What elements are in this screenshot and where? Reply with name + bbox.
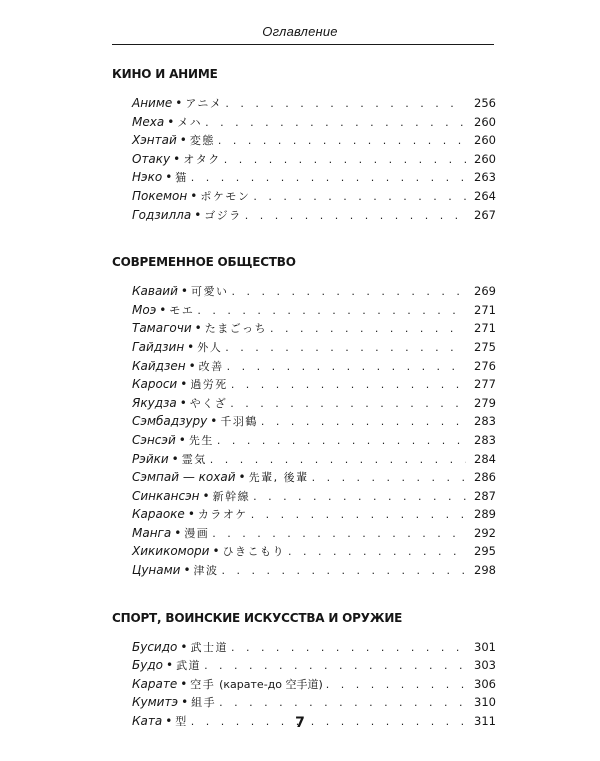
entry-japanese-title: 型 — [175, 715, 188, 729]
toc-entry[interactable]: Хикикомори • ひきこもり . . . 295 — [132, 542, 496, 561]
entry-japanese-title: 組手 — [191, 696, 217, 710]
entry-page-number: 271 — [474, 321, 496, 336]
entry-russian-title: Ката — [132, 714, 163, 729]
entry-list — [132, 94, 496, 224]
entry-japanese-title: 武士道 — [190, 640, 228, 654]
toc-entry[interactable]: Отаку • オタク . . . 260 — [132, 150, 496, 169]
entry-page-number: 279 — [474, 395, 496, 410]
dot-leader — [218, 132, 466, 151]
dot-leader — [205, 114, 466, 133]
entry-russian-title: Цунами — [132, 563, 181, 578]
entry-japanese-title: ゴジラ — [204, 208, 242, 222]
entry-japanese-title: 過労死 — [190, 378, 228, 392]
entry-japanese-title: 可愛い — [190, 285, 229, 299]
dot-leader — [253, 188, 466, 207]
entry-russian-title: Хикикомори — [132, 544, 210, 559]
entry-russian-title: Каваий — [132, 284, 178, 299]
entry-japanese-title: ひきこもり — [222, 545, 286, 559]
toc-entry[interactable]: Хэнтай • 変態 . . . 260 — [132, 131, 496, 150]
toc-entry[interactable]: Манга • 漫画 . . . 292 — [132, 524, 496, 543]
dot-leader — [231, 283, 466, 302]
dot-leader — [204, 657, 466, 676]
toc-section-cinema-anime — [112, 66, 496, 224]
entry-russian-title: Кайдзен — [132, 358, 186, 373]
dot-leader — [231, 376, 466, 395]
entry-page-number: 310 — [474, 695, 496, 710]
entry-page-number: 260 — [474, 133, 496, 148]
toc-entry[interactable]: Тамагочи • たまごっち . . . 271 — [132, 319, 496, 338]
entry-page-number: 283 — [474, 432, 496, 447]
entry-japanese-title: 霊気 — [181, 452, 207, 466]
dot-leader — [230, 395, 466, 414]
entry-japanese-title: 新幹線 — [212, 489, 251, 503]
entry-page-number: 298 — [474, 563, 496, 578]
dot-leader — [312, 469, 466, 488]
entry-page-number: 267 — [474, 207, 496, 222]
entry-russian-title: Будо — [132, 658, 163, 673]
entry-russian-title: Сэнсэй — [132, 432, 176, 447]
entry-russian-title: Отаку — [132, 151, 171, 166]
entry-japanese-title: 外人 — [197, 340, 223, 354]
toc-entry[interactable]: Якудза • やくざ . . . 279 — [132, 394, 496, 413]
section-title: КИНО И АНИМЕ — [112, 67, 218, 81]
toc-entry[interactable]: Будо • 武道 . . . 303 — [132, 656, 496, 675]
entry-page-number: 292 — [474, 525, 496, 540]
entry-japanese-title: 漫画 — [184, 526, 210, 540]
dot-leader — [245, 207, 466, 226]
entry-page-number: 275 — [474, 339, 496, 354]
dot-leader — [251, 506, 466, 525]
entry-page-number: 263 — [474, 170, 496, 185]
entry-page-number: 271 — [474, 302, 496, 317]
dot-leader — [231, 639, 466, 658]
toc-entry[interactable]: Рэйки • 霊気 . . . 284 — [132, 450, 496, 469]
entry-russian-title: Аниме — [132, 96, 173, 110]
entry-japanese-title: 武道 — [176, 659, 202, 673]
entry-japanese-title: 変態 — [189, 134, 215, 148]
entry-russian-title: Кароси — [132, 377, 178, 392]
toc-entry[interactable]: Сэмбадзуру • 千羽鶴 . . . 283 — [132, 412, 496, 431]
header-rule — [112, 44, 494, 45]
toc-entry[interactable]: Моэ • モエ . . . 271 — [132, 301, 496, 320]
entry-russian-title: Сэмбадзуру — [132, 414, 208, 429]
entry-page-number: 283 — [474, 414, 496, 429]
entry-page-number: 303 — [474, 658, 496, 673]
dot-leader — [212, 525, 466, 544]
toc-entry[interactable]: Карате • 空手 (карате-до 空手道) . . . 306 — [132, 675, 496, 694]
toc-entry[interactable]: Синкансэн • 新幹線 . . . 287 — [132, 487, 496, 506]
toc-entry[interactable]: Меха • メハ . . . 260 — [132, 113, 496, 132]
toc-entry[interactable]: Караоке • カラオケ . . . 289 — [132, 505, 496, 524]
entry-page-number: 264 — [474, 188, 496, 203]
page-number: 7 — [295, 715, 305, 731]
entry-russian-title: Нэко — [132, 170, 163, 185]
entry-page-number: 306 — [474, 676, 496, 691]
dot-leader — [225, 95, 466, 114]
entry-page-number: 277 — [474, 377, 496, 392]
entry-russian-title: Сэмпай — кохай — [132, 470, 236, 485]
dot-leader — [197, 302, 466, 321]
entry-page-number: 289 — [474, 507, 496, 522]
entry-russian-title: Гайдзин — [132, 339, 185, 354]
toc-entry[interactable]: Гайдзин • 外人 . . . 275 — [132, 338, 496, 357]
dot-leader — [253, 488, 466, 507]
entry-russian-title: Карате — [132, 676, 178, 691]
dot-leader — [210, 451, 466, 470]
toc-entry[interactable]: Аниме • アニメ . . . 256 — [132, 94, 496, 113]
entry-page-number: 269 — [474, 284, 496, 299]
entry-japanese-title: 改善 — [198, 359, 224, 373]
dot-leader — [225, 339, 466, 358]
toc-entry[interactable]: Сэнсэй • 先生 . . . 283 — [132, 431, 496, 450]
entry-russian-title: Манга — [132, 525, 172, 540]
entry-russian-title: Караоке — [132, 507, 185, 522]
toc-entry[interactable]: Кайдзен • 改善 . . . 276 — [132, 357, 496, 376]
entry-russian-title: Якудза — [132, 395, 177, 410]
entry-list — [132, 282, 496, 580]
dot-leader — [261, 413, 466, 432]
entry-japanese-title: 先輩, 後輩 — [248, 471, 309, 485]
section-title: СПОРТ, ВОИНСКИЕ ИСКУССТВА И ОРУЖИЕ — [112, 610, 403, 625]
toc-entry[interactable]: Нэко • 猫 . . . 263 — [132, 168, 496, 187]
entry-japanese-title: 先生 — [188, 433, 214, 447]
dot-leader — [191, 169, 466, 188]
entry-japanese-title: やくざ — [189, 396, 228, 410]
entry-japanese-title: 津波 — [193, 564, 219, 578]
section-title: СОВРЕМЕННОЕ ОБЩЕСТВО — [112, 255, 296, 270]
entry-japanese-title: 空手 — [190, 677, 216, 691]
toc-entry[interactable]: Бусидо • 武士道 . . . 301 — [132, 638, 496, 657]
entry-russian-title: Покемон — [132, 188, 188, 203]
toc-entry[interactable]: Цунами • 津波 . . . 298 — [132, 561, 496, 580]
entry-page-number: 260 — [474, 151, 496, 166]
entry-russian-title: Рэйки — [132, 451, 169, 466]
entry-japanese-title: モエ — [169, 303, 195, 317]
entry-russian-title: Кумитэ — [132, 695, 179, 710]
entry-japanese-title: オタク — [183, 152, 221, 166]
entry-japanese-title: カラオケ — [197, 508, 248, 522]
entry-russian-title: Хэнтай — [132, 133, 177, 148]
entry-russian-title: Бусидо — [132, 639, 178, 654]
toc-entry[interactable]: Кароси • 過労死 . . . 277 — [132, 375, 496, 394]
entry-japanese-title: ポケモン — [200, 189, 251, 203]
dot-leader — [219, 694, 466, 713]
entry-russian-title: Синкансэн — [132, 488, 200, 503]
entry-japanese-title: たまごっち — [204, 322, 267, 336]
entry-japanese-title: 猫 — [175, 171, 188, 185]
toc-entry[interactable]: Кумитэ • 組手 . . . 310 — [132, 693, 496, 712]
entry-japanese-title: アニメ — [185, 97, 223, 110]
page-header-title: Оглавление — [262, 24, 338, 39]
toc-section-modern-society — [112, 254, 496, 580]
dot-leader — [270, 320, 466, 339]
toc-section-sport-martial-arts — [112, 610, 496, 731]
entry-russian-title: Тамагочи — [132, 321, 192, 336]
entry-japanese-title: 千羽鶴 — [220, 415, 258, 429]
dot-leader — [288, 543, 466, 562]
entry-page-number: 295 — [474, 544, 496, 559]
entry-russian-title: Годзилла — [132, 207, 192, 222]
entry-page-number: 276 — [474, 358, 496, 373]
entry-page-number: 301 — [474, 639, 496, 654]
dot-leader — [224, 151, 466, 170]
toc-entry[interactable]: Годзилла • ゴジラ . . . 267 — [132, 206, 496, 225]
entry-page-number: 284 — [474, 451, 496, 466]
entry-page-number: 286 — [474, 470, 496, 485]
toc-entry[interactable]: Покемон • ポケモン . . . 264 — [132, 187, 496, 206]
entry-page-number: 256 — [474, 96, 496, 110]
entry-page-number: 287 — [474, 488, 496, 503]
entry-russian-title: Моэ — [132, 302, 157, 317]
toc-content — [112, 66, 496, 761]
entry-russian-title: Меха — [132, 114, 165, 129]
dot-leader — [222, 562, 466, 581]
entry-page-number: 260 — [474, 114, 496, 129]
dot-leader — [326, 676, 466, 695]
toc-entry[interactable]: Ката • 型 . . . 311 — [132, 712, 496, 731]
entry-japanese-title: メハ — [177, 115, 203, 129]
toc-entry[interactable]: Каваий • 可愛い . . . 269 — [132, 282, 496, 301]
toc-entry[interactable]: Сэмпай — кохай • 先輩, 後輩 . . . 286 — [132, 468, 496, 487]
dot-leader — [227, 358, 466, 377]
dot-leader — [217, 432, 466, 451]
entry-page-number: 311 — [474, 714, 496, 729]
entry-extra-note: (карате-до 空手道) — [219, 677, 323, 691]
